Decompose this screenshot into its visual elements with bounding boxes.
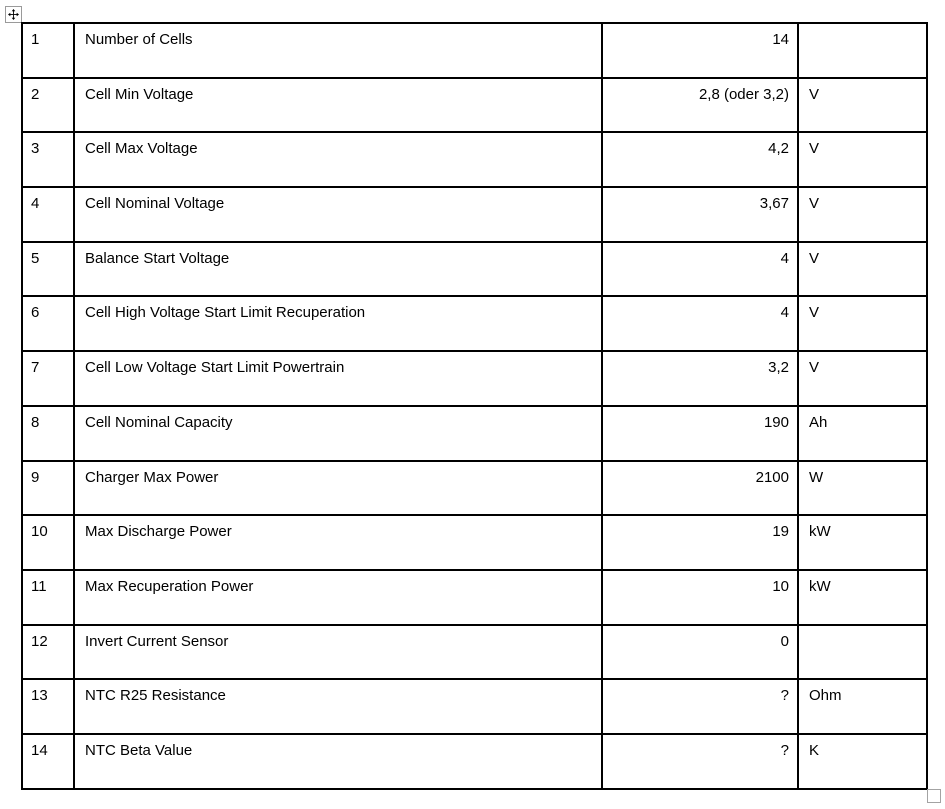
parameter-name: Invert Current Sensor bbox=[85, 632, 229, 650]
parameter-name: NTC R25 Resistance bbox=[85, 687, 226, 705]
table-body bbox=[22, 23, 927, 789]
parameter-value-cell[interactable] bbox=[602, 78, 798, 133]
parameter-unit: V bbox=[809, 359, 820, 377]
parameter-unit-cell[interactable] bbox=[798, 242, 927, 297]
parameter-name-cell[interactable] bbox=[74, 132, 602, 187]
parameter-name: Cell High Voltage Start Limit Recuperation bbox=[85, 304, 366, 322]
row-number-cell[interactable] bbox=[22, 734, 74, 789]
row-number: 7 bbox=[31, 359, 40, 377]
parameter-value: 19 bbox=[772, 523, 789, 541]
row-number-cell[interactable] bbox=[22, 187, 74, 242]
move-arrows-icon bbox=[8, 9, 19, 20]
parameter-unit: V bbox=[809, 140, 820, 158]
parameter-value: 0 bbox=[780, 632, 789, 650]
parameter-name-cell[interactable] bbox=[74, 242, 602, 297]
row-number-cell[interactable] bbox=[22, 78, 74, 133]
parameter-name: Max Recuperation Power bbox=[85, 577, 254, 595]
parameter-name-cell[interactable] bbox=[74, 461, 602, 516]
table-row bbox=[22, 461, 927, 516]
parameter-name: Cell Min Voltage bbox=[85, 85, 194, 103]
row-number-cell[interactable] bbox=[22, 515, 74, 570]
parameter-value-cell[interactable] bbox=[602, 132, 798, 187]
row-number-cell[interactable] bbox=[22, 679, 74, 734]
parameter-value-cell[interactable] bbox=[602, 296, 798, 351]
parameter-unit: V bbox=[809, 195, 820, 213]
row-number-cell[interactable] bbox=[22, 132, 74, 187]
parameter-unit: Ah bbox=[809, 413, 828, 431]
parameter-unit-cell[interactable] bbox=[798, 351, 927, 406]
table-row bbox=[22, 406, 927, 461]
parameter-unit: V bbox=[809, 249, 820, 267]
table-row bbox=[22, 23, 927, 78]
parameter-name-cell[interactable] bbox=[74, 406, 602, 461]
row-number: 8 bbox=[31, 413, 40, 431]
parameter-unit-cell[interactable] bbox=[798, 187, 927, 242]
parameter-value: 2100 bbox=[755, 468, 789, 486]
row-number: 11 bbox=[31, 577, 47, 595]
parameter-value: 10 bbox=[772, 577, 789, 595]
table-row bbox=[22, 78, 927, 133]
parameter-unit: K bbox=[809, 741, 820, 759]
parameter-unit: V bbox=[809, 85, 820, 103]
parameter-value: 4 bbox=[780, 249, 789, 267]
parameter-unit-cell[interactable] bbox=[798, 570, 927, 625]
row-number-cell[interactable] bbox=[22, 570, 74, 625]
parameter-name: Balance Start Voltage bbox=[85, 249, 230, 267]
parameter-unit-cell[interactable] bbox=[798, 734, 927, 789]
parameter-value-cell[interactable] bbox=[602, 570, 798, 625]
parameter-name: Number of Cells bbox=[85, 31, 193, 48]
parameter-value-cell[interactable] bbox=[602, 351, 798, 406]
parameter-unit: kW bbox=[809, 577, 831, 595]
table-row bbox=[22, 242, 927, 297]
parameter-name: Cell Nominal Voltage bbox=[85, 195, 225, 213]
parameter-name-cell[interactable] bbox=[74, 187, 602, 242]
table-row bbox=[22, 570, 927, 625]
row-number: 4 bbox=[31, 195, 40, 213]
table-row bbox=[22, 132, 927, 187]
parameter-value-cell[interactable] bbox=[602, 679, 798, 734]
row-number: 3 bbox=[31, 140, 40, 158]
parameter-name: Max Discharge Power bbox=[85, 523, 232, 541]
parameter-unit-cell[interactable] bbox=[798, 78, 927, 133]
parameter-value-cell[interactable] bbox=[602, 625, 798, 680]
parameter-unit: Ohm bbox=[809, 687, 842, 705]
row-number: 10 bbox=[31, 523, 48, 541]
row-number-cell[interactable] bbox=[22, 625, 74, 680]
parameter-unit: kW bbox=[809, 523, 831, 541]
parameter-unit-cell[interactable] bbox=[798, 679, 927, 734]
parameter-name-cell[interactable] bbox=[74, 78, 602, 133]
row-number: 1 bbox=[31, 31, 40, 48]
table-row bbox=[22, 187, 927, 242]
row-number-cell[interactable] bbox=[22, 461, 74, 516]
row-number-cell[interactable] bbox=[22, 351, 74, 406]
parameter-name: Charger Max Power bbox=[85, 468, 219, 486]
parameter-value-cell[interactable] bbox=[602, 187, 798, 242]
parameter-unit-cell[interactable] bbox=[798, 296, 927, 351]
parameter-value-cell[interactable] bbox=[602, 515, 798, 570]
parameter-value-cell[interactable] bbox=[602, 734, 798, 789]
parameter-value-cell[interactable] bbox=[602, 242, 798, 297]
table-row bbox=[22, 515, 927, 570]
parameter-unit-cell[interactable] bbox=[798, 515, 927, 570]
table-move-handle[interactable] bbox=[5, 6, 22, 23]
table-row bbox=[22, 625, 927, 680]
parameter-value: 14 bbox=[772, 31, 789, 48]
row-number: 13 bbox=[31, 687, 48, 705]
parameters-table bbox=[21, 22, 928, 790]
parameter-value: 190 bbox=[763, 413, 789, 431]
table-row bbox=[22, 351, 927, 406]
row-number-cell[interactable] bbox=[22, 23, 74, 78]
parameter-value: 4,2 bbox=[768, 140, 789, 158]
parameter-name: Cell Nominal Capacity bbox=[85, 413, 233, 431]
parameter-value: ? bbox=[780, 741, 789, 759]
row-number: 2 bbox=[31, 85, 40, 103]
row-number: 14 bbox=[31, 741, 48, 759]
table-row bbox=[22, 679, 927, 734]
row-number-cell[interactable] bbox=[22, 242, 74, 297]
parameter-value-cell[interactable] bbox=[602, 406, 798, 461]
table-row bbox=[22, 734, 927, 789]
parameter-name-cell[interactable] bbox=[74, 625, 602, 680]
parameter-value-cell[interactable] bbox=[602, 23, 798, 78]
parameter-value: 4 bbox=[780, 304, 789, 322]
table-row bbox=[22, 296, 927, 351]
row-number-cell[interactable] bbox=[22, 406, 74, 461]
parameter-name-cell[interactable] bbox=[74, 296, 602, 351]
parameter-unit: V bbox=[809, 304, 820, 322]
row-number: 9 bbox=[31, 468, 40, 486]
parameter-name: Cell Low Voltage Start Limit Powertrain bbox=[85, 359, 345, 377]
parameter-unit-cell[interactable] bbox=[798, 461, 927, 516]
parameter-name-cell[interactable] bbox=[74, 23, 602, 78]
parameter-value: 2,8 (oder 3,2) bbox=[698, 85, 789, 103]
parameter-unit: W bbox=[809, 468, 824, 486]
parameter-unit-cell[interactable] bbox=[798, 625, 927, 680]
parameter-name-cell[interactable] bbox=[74, 679, 602, 734]
parameter-unit-cell[interactable] bbox=[798, 23, 927, 78]
table-resize-handle[interactable] bbox=[927, 789, 941, 803]
parameter-name-cell[interactable] bbox=[74, 734, 602, 789]
parameter-value: ? bbox=[780, 687, 789, 705]
parameter-value: 3,2 bbox=[768, 359, 789, 377]
parameter-name: Cell Max Voltage bbox=[85, 140, 198, 158]
parameter-name-cell[interactable] bbox=[74, 570, 602, 625]
parameter-value: 3,67 bbox=[759, 195, 789, 213]
parameter-name: NTC Beta Value bbox=[85, 741, 193, 759]
parameter-name-cell[interactable] bbox=[74, 515, 602, 570]
parameter-value-cell[interactable] bbox=[602, 461, 798, 516]
row-number: 12 bbox=[31, 632, 48, 650]
row-number-cell[interactable] bbox=[22, 296, 74, 351]
row-number: 5 bbox=[31, 249, 40, 267]
parameter-name-cell[interactable] bbox=[74, 351, 602, 406]
parameter-unit-cell[interactable] bbox=[798, 406, 927, 461]
row-number: 6 bbox=[31, 304, 40, 322]
parameter-unit-cell[interactable] bbox=[798, 132, 927, 187]
